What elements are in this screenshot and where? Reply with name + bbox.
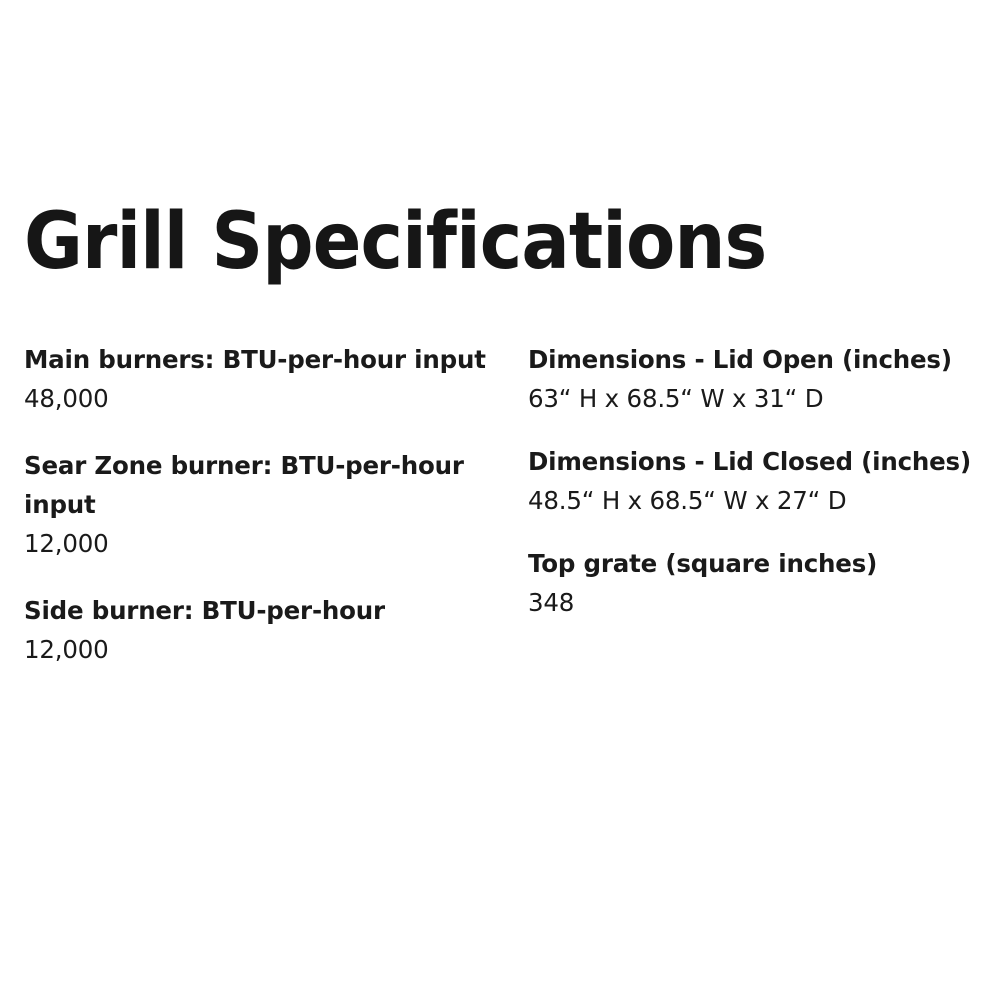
spec-item: [24, 591, 504, 669]
spec-value: 12,000: [24, 529, 109, 558]
page-title: Grill Specifications: [24, 197, 767, 287]
spec-value: 63“ H x 68.5“ W x 31“ D: [528, 384, 824, 413]
spec-label: Main burners: BTU-per-hour input: [24, 345, 486, 374]
left-specifications-column: [24, 340, 504, 669]
specifications-columns: [24, 340, 984, 669]
right-specifications-column: [504, 340, 984, 669]
spec-label: Sear Zone burner: BTU-per-hour input: [24, 451, 464, 519]
spec-label: Side burner: BTU-per-hour: [24, 596, 385, 625]
spec-item: [528, 340, 984, 418]
spec-value: 348: [528, 588, 575, 617]
spec-item: [528, 544, 984, 622]
spec-value: 48,000: [24, 384, 109, 413]
spec-item: [24, 340, 504, 418]
spec-label: Dimensions - Lid Open (inches): [528, 345, 952, 374]
spec-label: Dimensions - Lid Closed (inches): [528, 447, 971, 476]
spec-item: [24, 446, 504, 563]
spec-value: 48.5“ H x 68.5“ W x 27“ D: [528, 486, 847, 515]
spec-label: Top grate (square inches): [528, 549, 878, 578]
spec-value: 12,000: [24, 635, 109, 664]
spec-item: [528, 442, 984, 520]
